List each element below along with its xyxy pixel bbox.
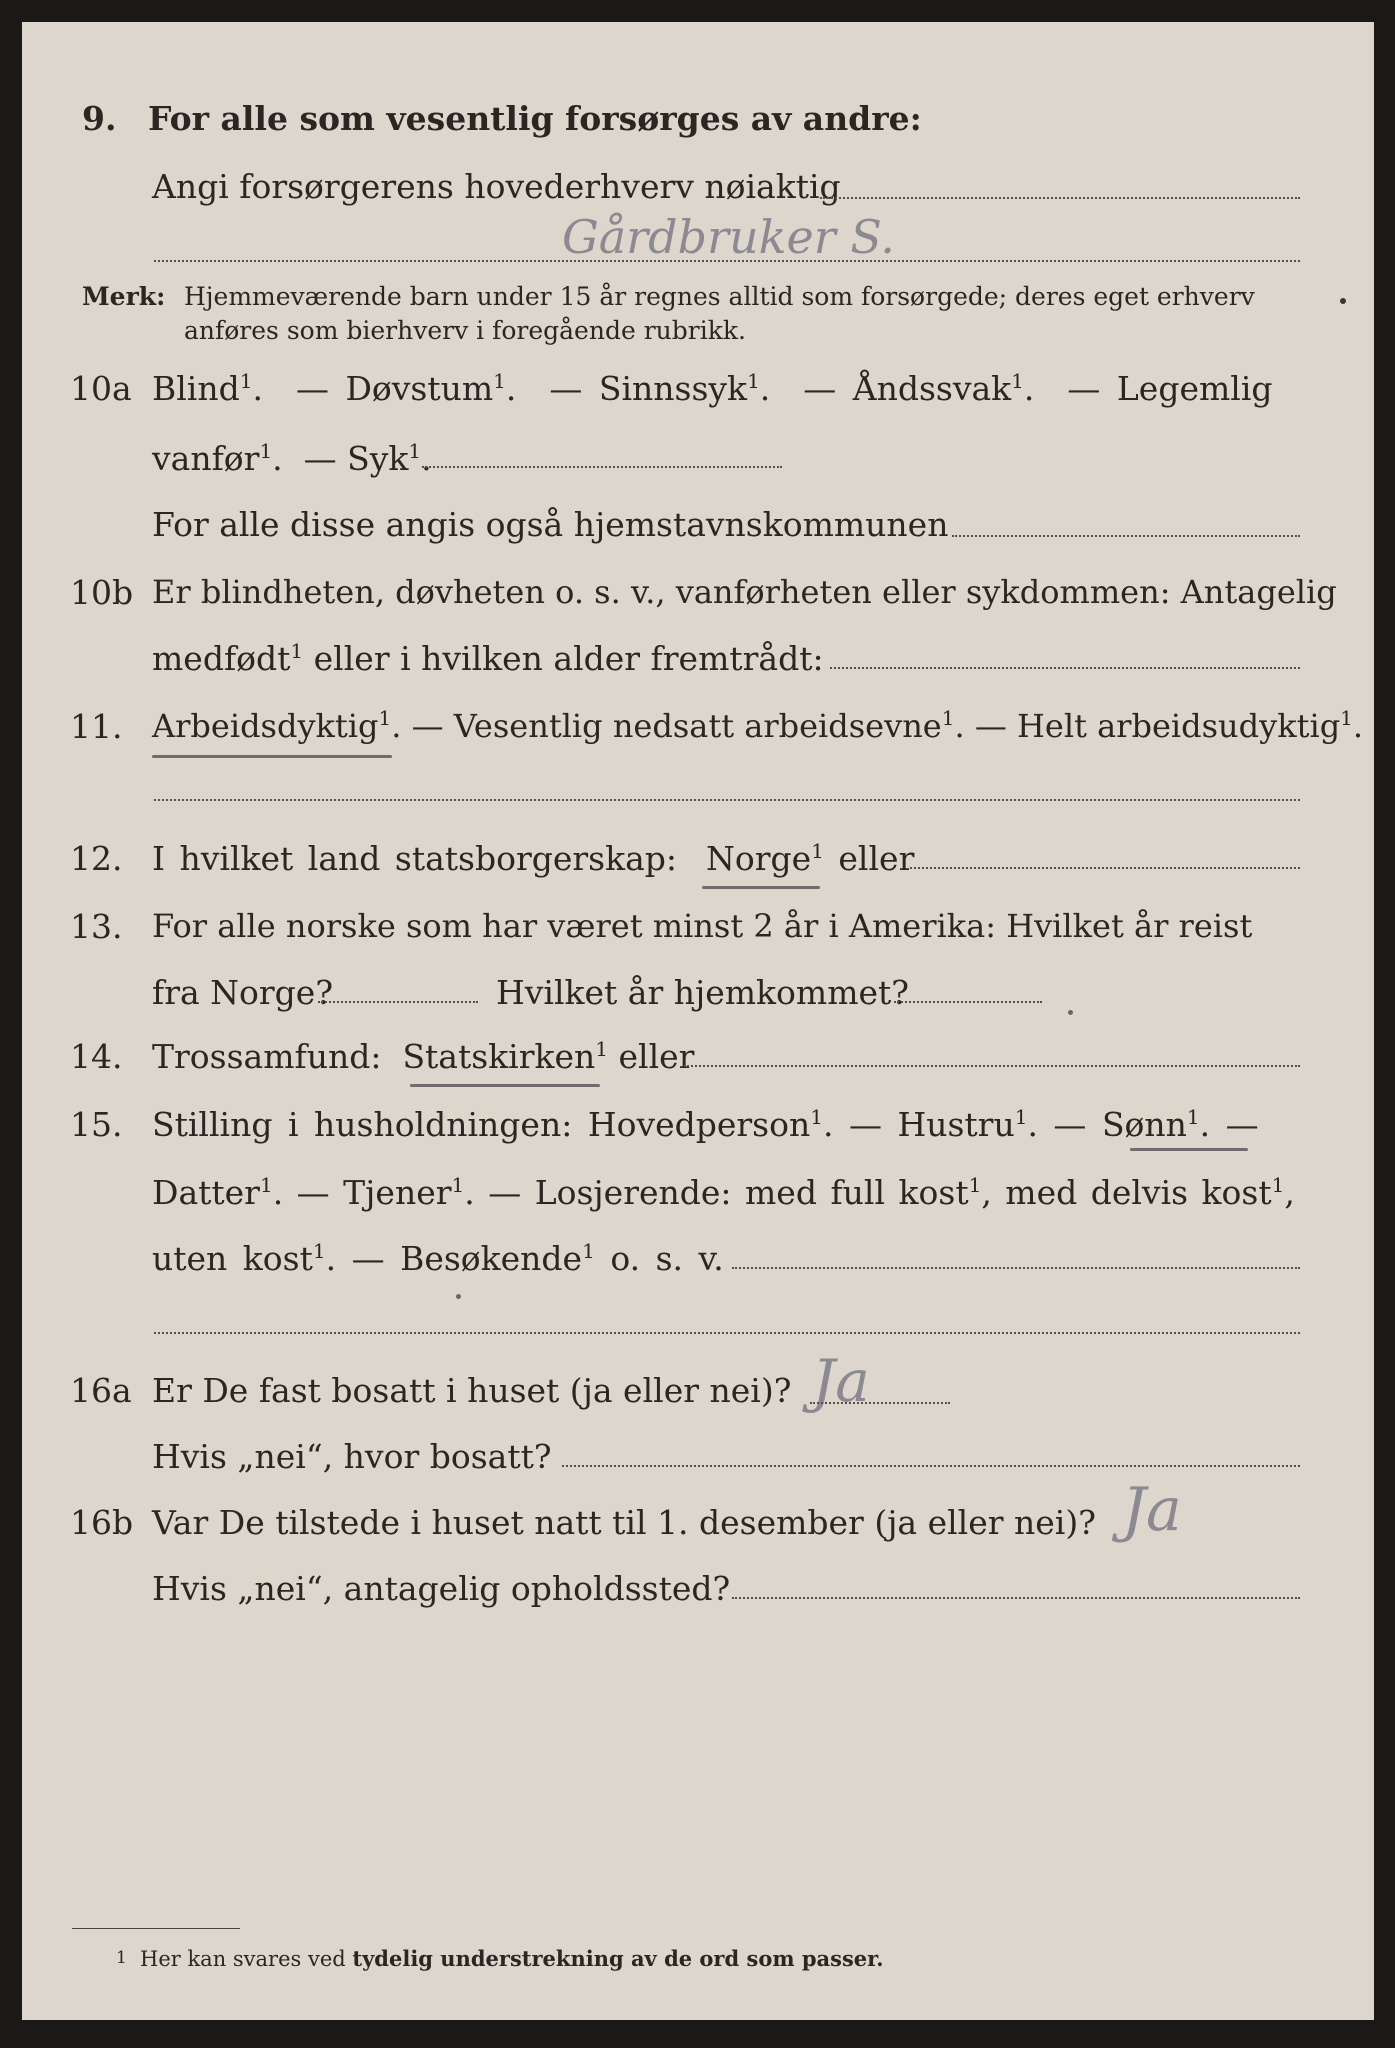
ink-speck [1068, 1010, 1073, 1015]
q16b-handwritten-answer: Ja [1122, 1475, 1182, 1545]
q16a-handwritten-answer: Ja [812, 1347, 870, 1415]
merk-label: Merk: [82, 282, 166, 311]
q15-line-2: Datter$^1$. — Tjener$^1$. — Losjerende: med full kost$^1$, med delvis kost$^1$, [152, 1173, 1295, 1212]
q11-line: Arbeidsdyktig$^1$. — Vesentlig nedsatt arbeidsevne$^1$. — Helt arbeidsudyktig$^1$. [152, 706, 1364, 745]
q15-answer-line-1 [732, 1267, 1300, 1269]
footnote-text: Her kan svares ved tydelig understrekning av de ord som passer. [140, 1946, 884, 1971]
q15-number: 15. [70, 1105, 123, 1144]
q16a-bosatt-line [562, 1465, 1300, 1467]
merk-text-2: anføres som bierhverv i foregående rubrikk. [184, 316, 746, 345]
option-syk: — Syk [303, 439, 409, 478]
footnote-rule [72, 1928, 240, 1929]
q16a-number: 16a [70, 1371, 132, 1410]
q15-line-3: uten kost$^1$. — Besøkende$^1$ o. s. v. [152, 1239, 724, 1278]
q16b-line-1: Var De tilstede i huset natt til 1. desember (ja eller nei)? [152, 1503, 1096, 1542]
option-blind: Blind [152, 369, 240, 408]
q12-number: 12. [70, 839, 123, 878]
q16a-line-1: Er De fast bosatt i huset (ja eller nei)? [152, 1371, 792, 1410]
q13-hjemkommet-line [894, 1001, 1042, 1003]
underline-statskirken [410, 1084, 600, 1087]
q16a-line-2: Hvis „nei“, hvor bosatt? [152, 1437, 552, 1476]
q9-number: 9. [82, 99, 117, 138]
underline-sonn [1130, 1148, 1248, 1151]
underline-norge [702, 886, 820, 889]
q10b-line-2: medfødt$^1$ eller i hvilken alder fremtrådt: [152, 639, 824, 678]
q10b-answer-line [830, 667, 1300, 669]
q10a-hjemstavn-line [952, 535, 1300, 537]
q12-line: I hvilket land statsborgerskap: Norge$^1$ eller [152, 839, 915, 878]
q13-line-1: For alle norske som har været minst 2 år i Amerika: Hvilket år reist [152, 907, 1253, 945]
option-norge: Norge [706, 839, 812, 878]
q13-line-2b: Hvilket år hjemkommet? [496, 973, 909, 1012]
ink-speck [1340, 298, 1346, 304]
q16b-opholdssted-line [732, 1597, 1300, 1599]
footnote-mark: 1 [116, 1948, 127, 1968]
q11-answer-line [154, 799, 1300, 801]
q11-number: 11. [70, 707, 123, 746]
q16a-answer-line [810, 1402, 950, 1404]
option-sinnssyk: — Sinnssyk [549, 369, 748, 408]
option-sonn: Sønn [1101, 1105, 1187, 1144]
q15-answer-line-2 [154, 1332, 1300, 1334]
q9-answer-line-1 [820, 197, 1300, 199]
q14-number: 14. [70, 1037, 123, 1076]
option-statskirken: Statskirken [402, 1037, 596, 1076]
q16b-number: 16b [70, 1503, 134, 1542]
option-andssvak: — Åndssvak [803, 369, 1012, 408]
option-dovstum: — Døvstum [295, 369, 494, 408]
q10a-number: 10a [70, 369, 132, 408]
merk-text-1: Hjemmeværende barn under 15 år regnes alltid som forsørgede; deres eget erhverv [184, 282, 1255, 311]
census-form-page [22, 22, 1374, 2020]
q16b-line-2: Hvis „nei“, antagelig opholdssted? [152, 1569, 731, 1608]
q13-reist-line [318, 1001, 478, 1003]
option-vanfor: vanfør [152, 439, 260, 478]
q10a-line-1: Blind$^1$. — Døvstum$^1$. — Sinnssyk$^1$. — Åndssvak$^1$. — Legemlig [152, 369, 1273, 408]
q10a-answer-line [422, 466, 782, 468]
q9-answer-line-2 [154, 260, 1300, 262]
q14-answer-line [684, 1065, 1300, 1067]
q13-number: 13. [70, 907, 123, 946]
q9-title: For alle som vesentlig forsørges av andre: [148, 99, 922, 138]
option-arbeidsdyktig: Arbeidsdyktig [152, 707, 379, 745]
q9-handwritten-answer: Gårdbruker S. [562, 210, 895, 264]
q9-prompt: Angi forsørgerens hovederhverv nøiaktig [152, 167, 841, 206]
q10b-number: 10b [70, 573, 134, 612]
q14-line: Trossamfund: Statskirken$^1$ eller [152, 1037, 695, 1076]
q13-line-2a: fra Norge? [152, 973, 334, 1012]
underline-arbeidsdyktig [152, 755, 392, 758]
q10a-line-3: For alle disse angis også hjemstavnskommunen [152, 505, 949, 544]
q10a-line-2: vanfør$^1$. — Syk$^1$. [152, 439, 432, 478]
option-legemlig: — Legemlig [1067, 369, 1273, 408]
q10b-line-1: Er blindheten, døvheten o. s. v., vanførheten eller sykdommen: Antagelig [152, 573, 1337, 611]
q15-line-1: Stilling i husholdningen: Hovedperson$^1$. — Hustru$^1$. — Sønn$^1$. — [152, 1105, 1259, 1144]
q12-answer-line [910, 867, 1300, 869]
ink-speck [456, 1294, 461, 1299]
